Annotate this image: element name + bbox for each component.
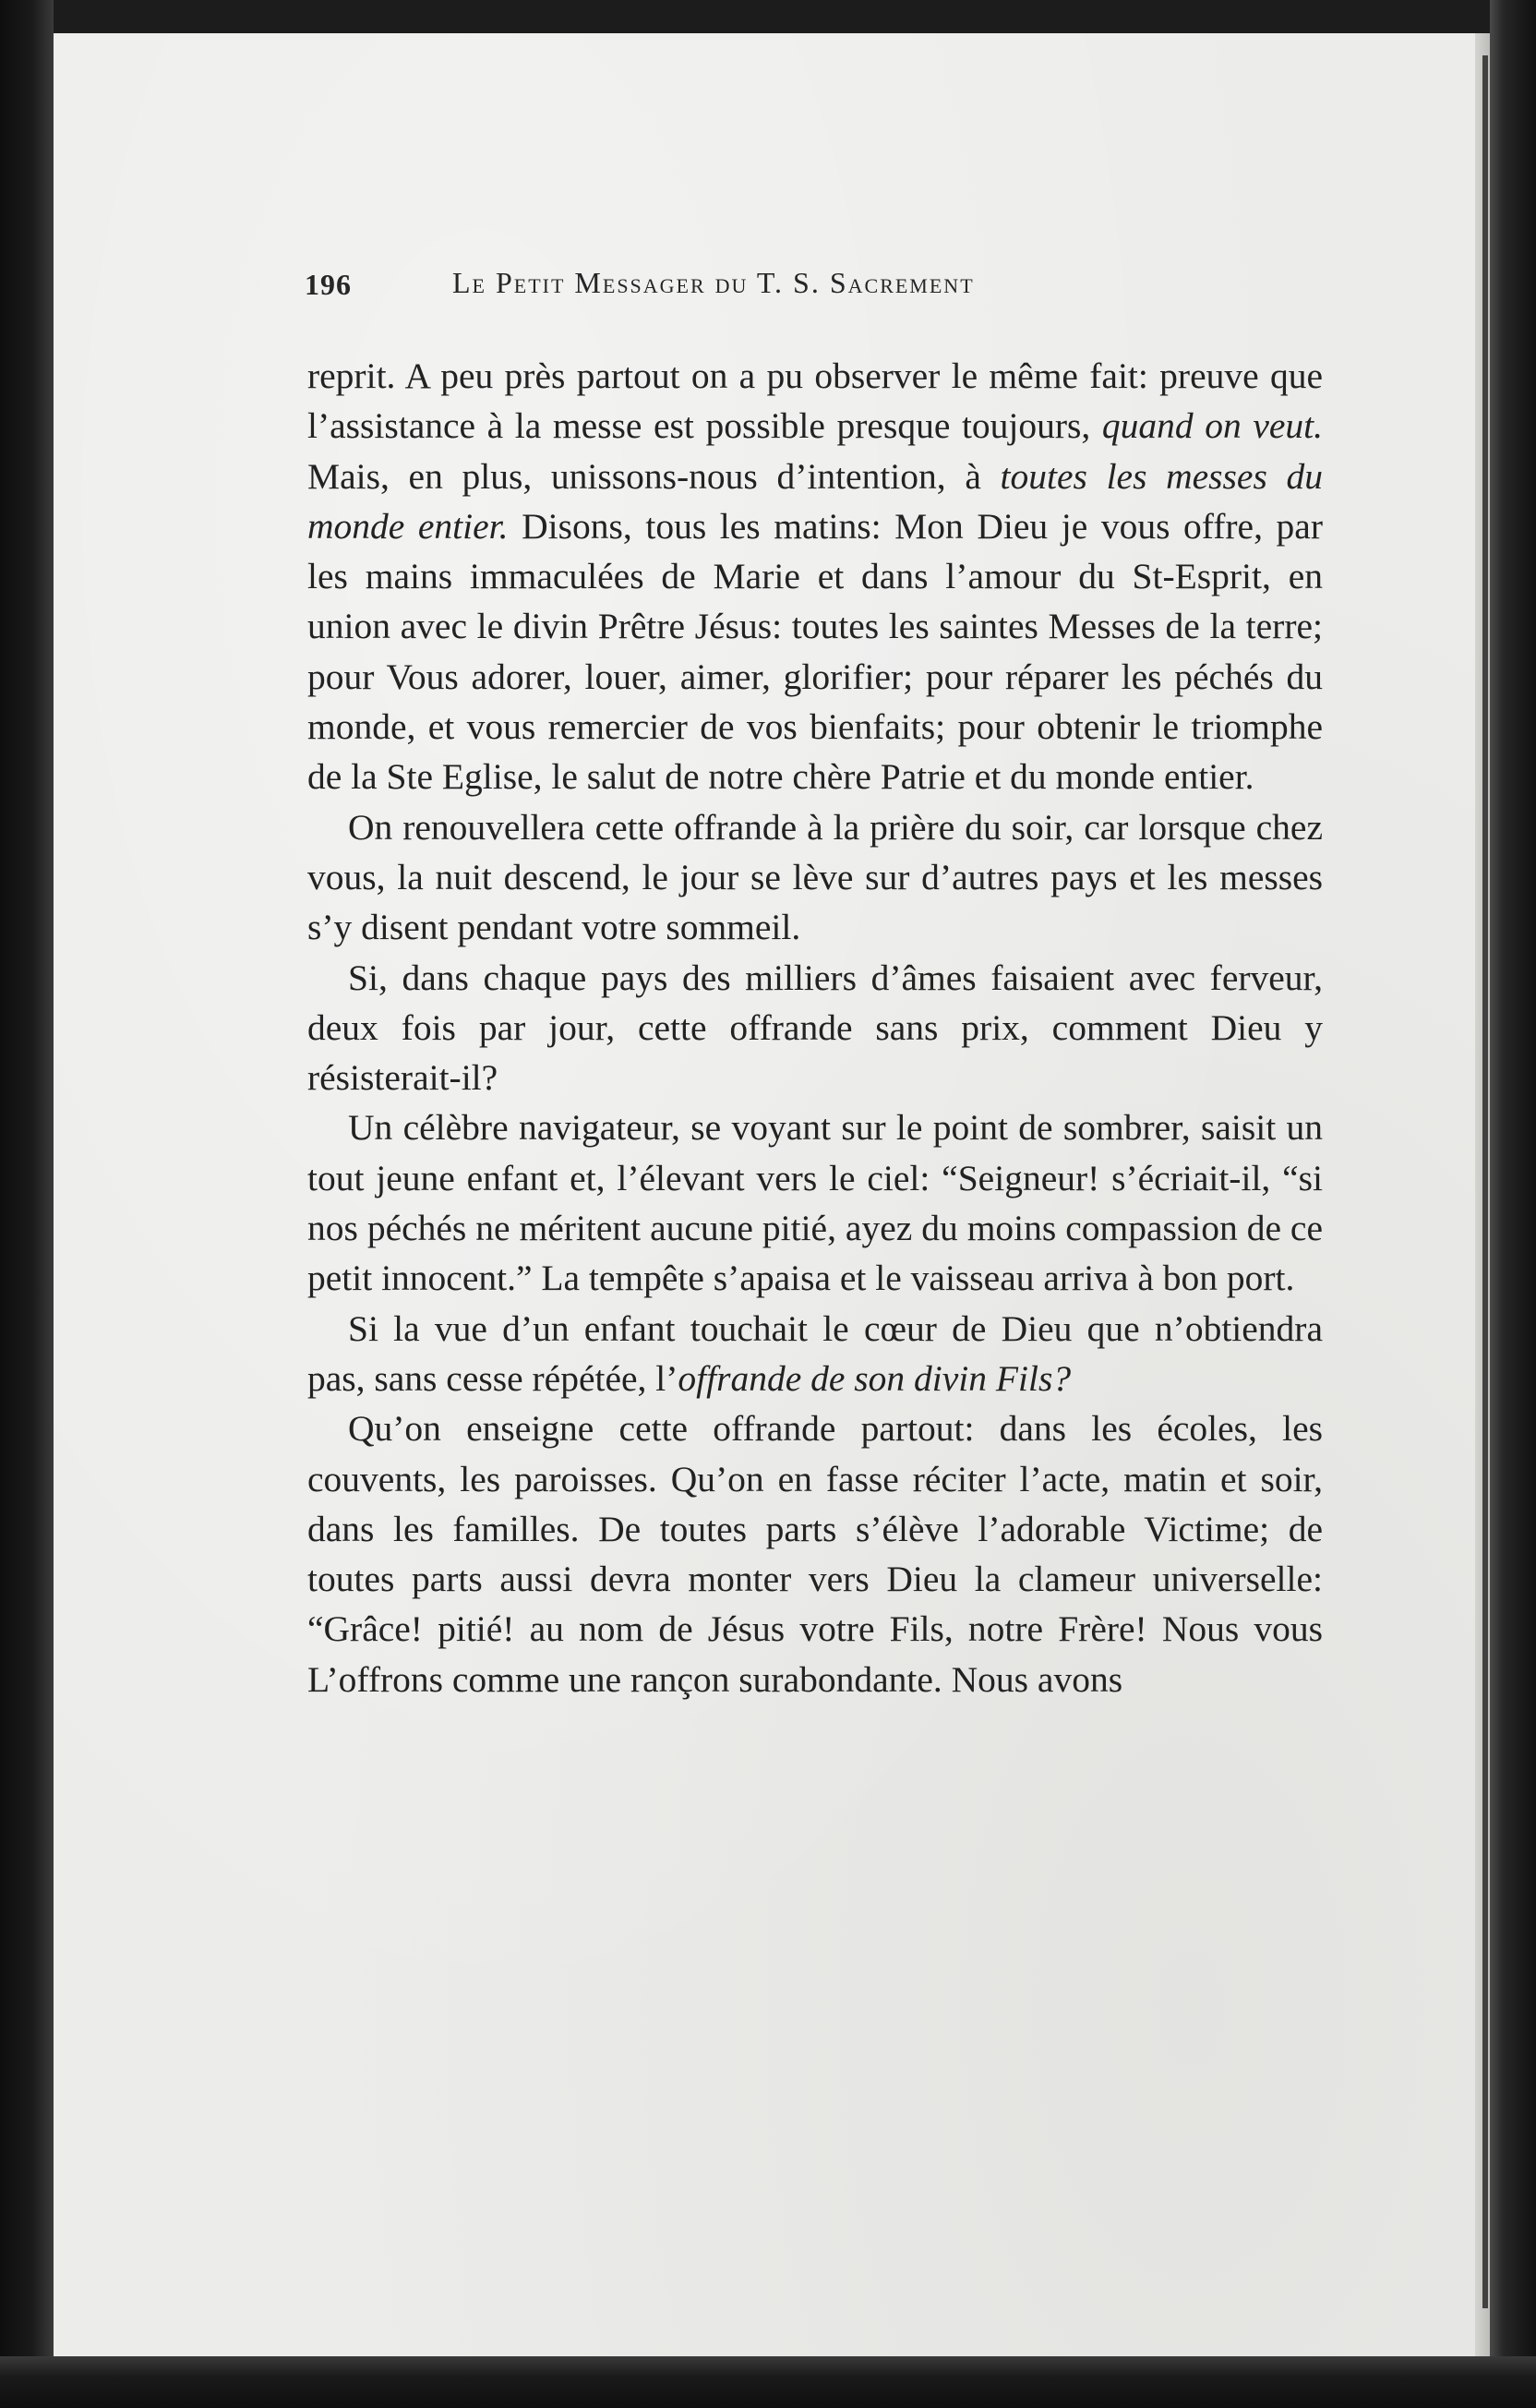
text-run: Si la vue d’un enfant touchait le cœur de Dieu que n’obtiendra pas, sans cesse répétée, l’	[307, 1307, 1323, 1399]
italic-text: quand on veut.	[1101, 405, 1323, 447]
text-run: Si, dans chaque pays des milliers d’âmes faisaient avec ferveur, deux fois par jour, cette offrande sans prix, comment Dieu y résisterait-il?	[307, 957, 1323, 1099]
book-binding	[1490, 0, 1536, 2408]
text-run: Mais, en plus, unissons-nous d’intention, à	[307, 455, 1001, 497]
running-title: Le Petit Messager du T. S. Sacrement	[452, 266, 975, 299]
paragraph	[307, 351, 1323, 802]
page-number: 196	[305, 268, 352, 301]
paragraph	[307, 1102, 1323, 1303]
text-run: Disons, tous les matins: Mon Dieu je vous offre, par les mains immaculées de Marie et dans l’amour du St-Esprit, en union avec le divin Prêtre Jésus: toutes les saintes Messes de la terre; pour Vous adorer, louer, aimer, glorifier; pour réparer les péchés du monde, et vous remercier de vos bienfaits; pour obtenir le triomphe de la Ste Eglise, le salut de notre chère Patrie et du monde entier.	[307, 505, 1323, 798]
scan-border-bottom	[0, 2356, 1536, 2408]
italic-text: toutes les messes du monde entier.	[307, 455, 1324, 547]
text-run: Un célèbre navigateur, se voyant sur le point de sombrer, saisit un tout jeune enfant et, l’élevant vers le ciel: “Seigneur! s’écriait-il, “si nos péchés ne méritent aucune pitié, ayez du moins compassion de ce petit innocent.” La tempête s’apaisa et le vaisseau arriva à bon port.	[307, 1107, 1323, 1299]
paragraph	[307, 1304, 1323, 1404]
gutter-shadow	[1482, 55, 1488, 2308]
scan-border-left	[0, 0, 54, 2408]
italic-text: offrande de son divin Fils?	[678, 1357, 1072, 1399]
paragraph	[307, 1403, 1323, 1704]
text-run: On renouvellera cette offrande à la prière du soir, car lorsque chez vous, la nuit descend, le jour se lève sur d’autres pays et les messes s’y disent pendant votre sommeil.	[307, 806, 1323, 948]
text-run: Qu’on enseigne cette offrande partout: dans les écoles, les couvents, les paroisses. Qu’on en fasse réciter l’acte, matin et soir, dans les familles. De toutes parts s’élève l’adorable Victime; de toutes parts aussi devra monter vers Dieu la clameur universelle: “Grâce! pitié! au nom de Jésus votre Fils, notre Frère! Nous vous L’offrons comme une rançon surabondante. Nous avons	[307, 1408, 1323, 1700]
paragraph	[307, 802, 1323, 953]
running-head	[305, 268, 1182, 314]
text-run: reprit. A peu près partout on a pu observer le même fait: preuve que l’assistance à la messe est possible presque toujours,	[307, 355, 1323, 447]
body-text	[307, 351, 1323, 1704]
paragraph	[307, 953, 1323, 1103]
